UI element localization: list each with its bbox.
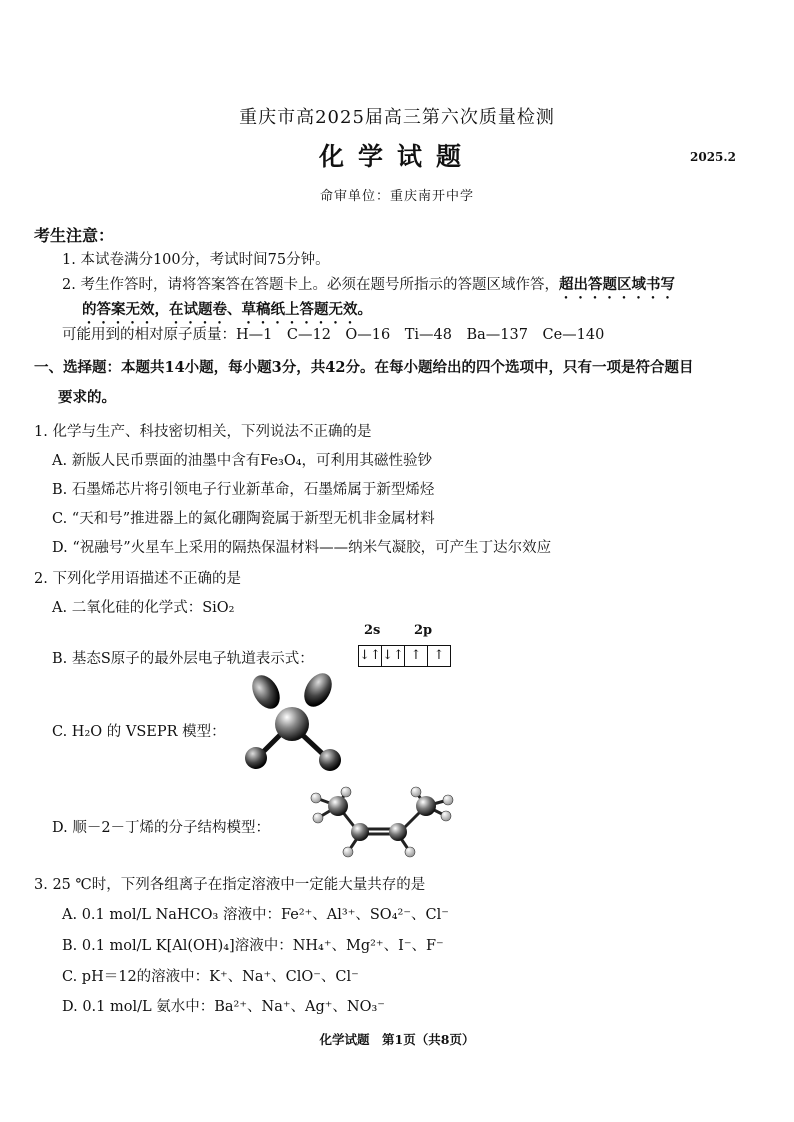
- exam-unit: 命审单位：重庆南开中学: [319, 189, 474, 204]
- section-heading-continued: 要求的。: [58, 389, 116, 406]
- exam-header-title: 重庆市高2025届高三第六次质量检测: [239, 107, 555, 128]
- q2-option-c: C. H₂O 的 VSEPR 模型：: [52, 724, 226, 740]
- q1-option-d: D. “祝融号”火星车上采用的隔热保温材料——纳米气凝胶，可产生丁达尔效应: [52, 540, 552, 556]
- vsepr-model-image: [236, 672, 356, 780]
- notice-title: 考生注意：: [34, 226, 115, 245]
- q2-option-b: B. 基态S原子的最外层电子轨道表示式：: [52, 651, 314, 667]
- orbital-label-2p: 2p: [414, 623, 433, 638]
- cis-2-butene-model-image: [306, 786, 456, 862]
- q2-stem: 2. 下列化学用语描述不正确的是: [34, 571, 241, 587]
- orbital-label-2s: 2s: [364, 623, 381, 638]
- q1-option-a: A. 新版人民币票面的油墨中含有Fe₃O₄，可利用其磁性验钞: [52, 453, 433, 469]
- notice-item-1: 1. 本试卷满分100分，考试时间75分钟。: [62, 252, 330, 268]
- q3-stem: 3. 25 ℃时，下列各组离子在指定溶液中一定能大量共存的是: [34, 877, 426, 893]
- q1-option-c: C. “天和号”推进器上的氮化硼陶瓷属于新型无机非金属材料: [52, 511, 435, 527]
- orbital-diagram: [358, 645, 451, 667]
- notice-item-2-text: 2. 考生作答时，请将答案答在答题卡上。必须在题号所指示的答题区域作答，: [62, 277, 559, 293]
- q3-option-d: D. 0.1 mol/L 氨水中：Ba²⁺、Na⁺、Ag⁺、NO₃⁻: [62, 999, 385, 1015]
- exam-date: 2025.2: [690, 150, 736, 164]
- q3-option-a: A. 0.1 mol/L NaHCO₃ 溶液中：Fe²⁺、Al³⁺、SO₄²⁻、Cl⁻: [62, 907, 449, 923]
- q2-option-a: A. 二氧化硅的化学式：SiO₂: [52, 600, 235, 616]
- q1-option-b: B. 石墨烯芯片将引领电子行业新革命，石墨烯属于新型烯烃: [52, 482, 435, 498]
- q3-option-c: C. pH＝12的溶液中：K⁺、Na⁺、ClO⁻、Cl⁻: [62, 969, 359, 985]
- page-footer: 化学试题 第1页（共8页）: [319, 1032, 475, 1047]
- notice-item-2-emphasis: 超出答题区域书写: [558, 276, 675, 293]
- orbital-box-3: ↑: [405, 646, 428, 666]
- exam-subject-title: 化学试题: [318, 142, 475, 171]
- orbital-box-1: ↓↑: [359, 646, 382, 666]
- notice-item-2-emphasis-2: 的答案无效，在试题卷、草稿纸上答题无效。: [82, 301, 372, 318]
- orbital-box-2: ↓↑: [382, 646, 405, 666]
- atomic-mass-line: 可能用到的相对原子质量：H—1 C—12 O—16 Ti—48 Ba—137 Ce—140: [62, 327, 605, 343]
- q2-option-d: D. 顺－2－丁烯的分子结构模型：: [52, 820, 271, 836]
- orbital-box-4: ↑: [433, 648, 445, 663]
- section-heading: 一、选择题：本题共14小题，每小题3分，共42分。在每小题给出的四个选项中，只有一项是符合题目: [34, 359, 694, 376]
- q3-option-b: B. 0.1 mol/L K[Al(OH)₄]溶液中：NH₄⁺、Mg²⁺、I⁻、F⁻: [62, 938, 444, 954]
- q1-stem: 1. 化学与生产、科技密切相关，下列说法不正确的是: [34, 424, 372, 440]
